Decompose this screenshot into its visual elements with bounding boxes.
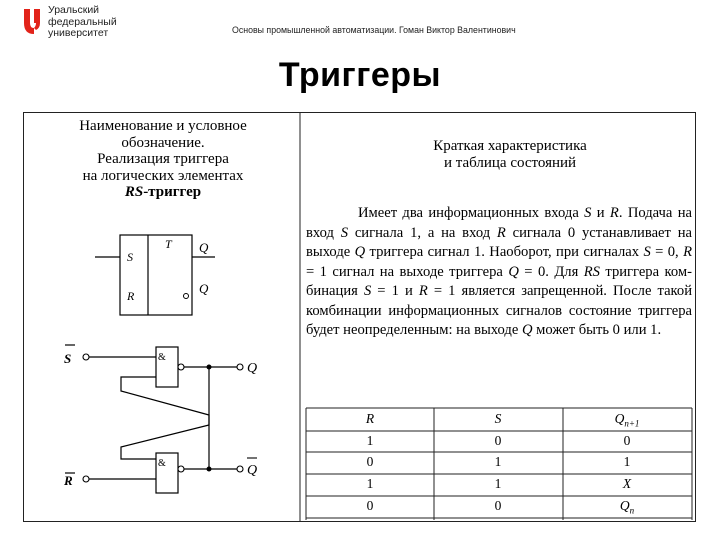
left-heading-line-3: Реализация триггера — [97, 151, 229, 167]
cell-s: 1 — [494, 476, 502, 491]
output-q-label: Q — [247, 361, 258, 376]
right-heading — [360, 138, 660, 171]
cell-r: 0 — [366, 454, 374, 469]
gate-top-symbol: & — [158, 352, 166, 363]
cell-r: 1 — [366, 433, 374, 448]
cell-q: X — [622, 476, 632, 491]
symbol-t-label: T — [165, 237, 172, 251]
right-heading-line-2: и таблица состояний — [443, 154, 577, 171]
rs-label-rest: -триггер — [143, 184, 202, 200]
var-s: S — [643, 244, 651, 260]
var-s: S — [340, 224, 349, 241]
desc-text: триггера сигнал 1. Наоборот, при сигналах — [365, 244, 644, 260]
course-name: Основы промышленной автоматизации. — [232, 25, 399, 35]
var-q: Q — [521, 322, 533, 338]
desc-text: = 0, — [650, 244, 684, 260]
header-q: Q — [614, 411, 625, 426]
desc-text: = 0. Для — [518, 263, 584, 280]
left-heading-line-4: на логических элементах — [82, 167, 244, 184]
desc-text: = 1 и — [371, 283, 419, 299]
var-rs: RS — [583, 263, 600, 280]
var-r: R — [418, 283, 428, 299]
right-heading-line-1: Краткая характеристика — [433, 138, 587, 154]
left-heading-line-2: обозначение. — [121, 134, 205, 151]
var-r: R — [683, 244, 693, 260]
rs-logic-diagram — [55, 335, 275, 495]
description-paragraph — [306, 204, 692, 341]
var-q: Q — [354, 244, 366, 260]
cell-q-sub: n — [629, 505, 635, 516]
left-heading-line-1: Наименование и условное — [79, 118, 247, 134]
input-s-label: S — [64, 351, 72, 366]
symbol-r-label: R — [127, 289, 135, 303]
cell-s: 1 — [494, 454, 502, 469]
output-qbar-label: Q — [247, 463, 258, 478]
logo-line-2: федеральный — [48, 15, 117, 28]
header-q-sub: n+1 — [624, 418, 640, 429]
desc-text: = 1 сигнал на выходе триггера — [306, 263, 509, 280]
header-s: S — [494, 411, 502, 426]
symbol-q-label: Q — [199, 240, 209, 255]
desc-text: и — [591, 205, 610, 221]
rs-label: RS — [124, 184, 144, 200]
symbol-s-label: S — [127, 250, 133, 264]
var-q: Q — [508, 263, 519, 280]
symbol-qbar-label: Q — [199, 281, 209, 296]
var-s: S — [363, 283, 372, 299]
var-s: S — [584, 205, 592, 221]
header-r: R — [365, 411, 375, 426]
header-q-next — [587, 411, 667, 429]
cell-q: 1 — [623, 454, 631, 469]
cell-q: 0 — [623, 433, 631, 448]
rs-subtitle — [48, 184, 278, 201]
input-r-label: R — [64, 473, 73, 488]
author-name: Гоман Виктор Валентинович — [398, 25, 516, 35]
desc-text: Имеет два информационных входа — [358, 205, 585, 221]
var-r: R — [609, 205, 619, 221]
logo-line-3: университет — [48, 27, 109, 39]
desc-text: может быть 0 или 1. — [532, 322, 662, 338]
desc-text: сигнала 0 устанавливает на выходе — [306, 224, 692, 260]
cell-s: 0 — [494, 433, 502, 448]
cell-q — [587, 498, 667, 516]
desc-text: триггера комбинация — [306, 263, 692, 299]
desc-text: сигнала 1, а на вход — [348, 224, 497, 241]
logo-line-1: Уральский — [48, 4, 100, 16]
left-heading — [48, 118, 278, 201]
cell-s: 0 — [494, 498, 502, 513]
desc-text: = 1 является запрещенной. После такой комбинации информационных сигналов состояние триггера будет неопределенным: на выходе — [306, 283, 693, 338]
gate-bottom-symbol: & — [158, 458, 166, 469]
cell-r: 0 — [366, 498, 374, 513]
desc-text: . Подача на вход — [306, 205, 692, 241]
var-r: R — [496, 224, 506, 241]
rs-trigger-symbol — [95, 230, 225, 320]
cell-q-value: Q — [619, 498, 630, 513]
slide-title: Триггеры — [278, 56, 442, 94]
cell-r: 1 — [366, 476, 374, 491]
